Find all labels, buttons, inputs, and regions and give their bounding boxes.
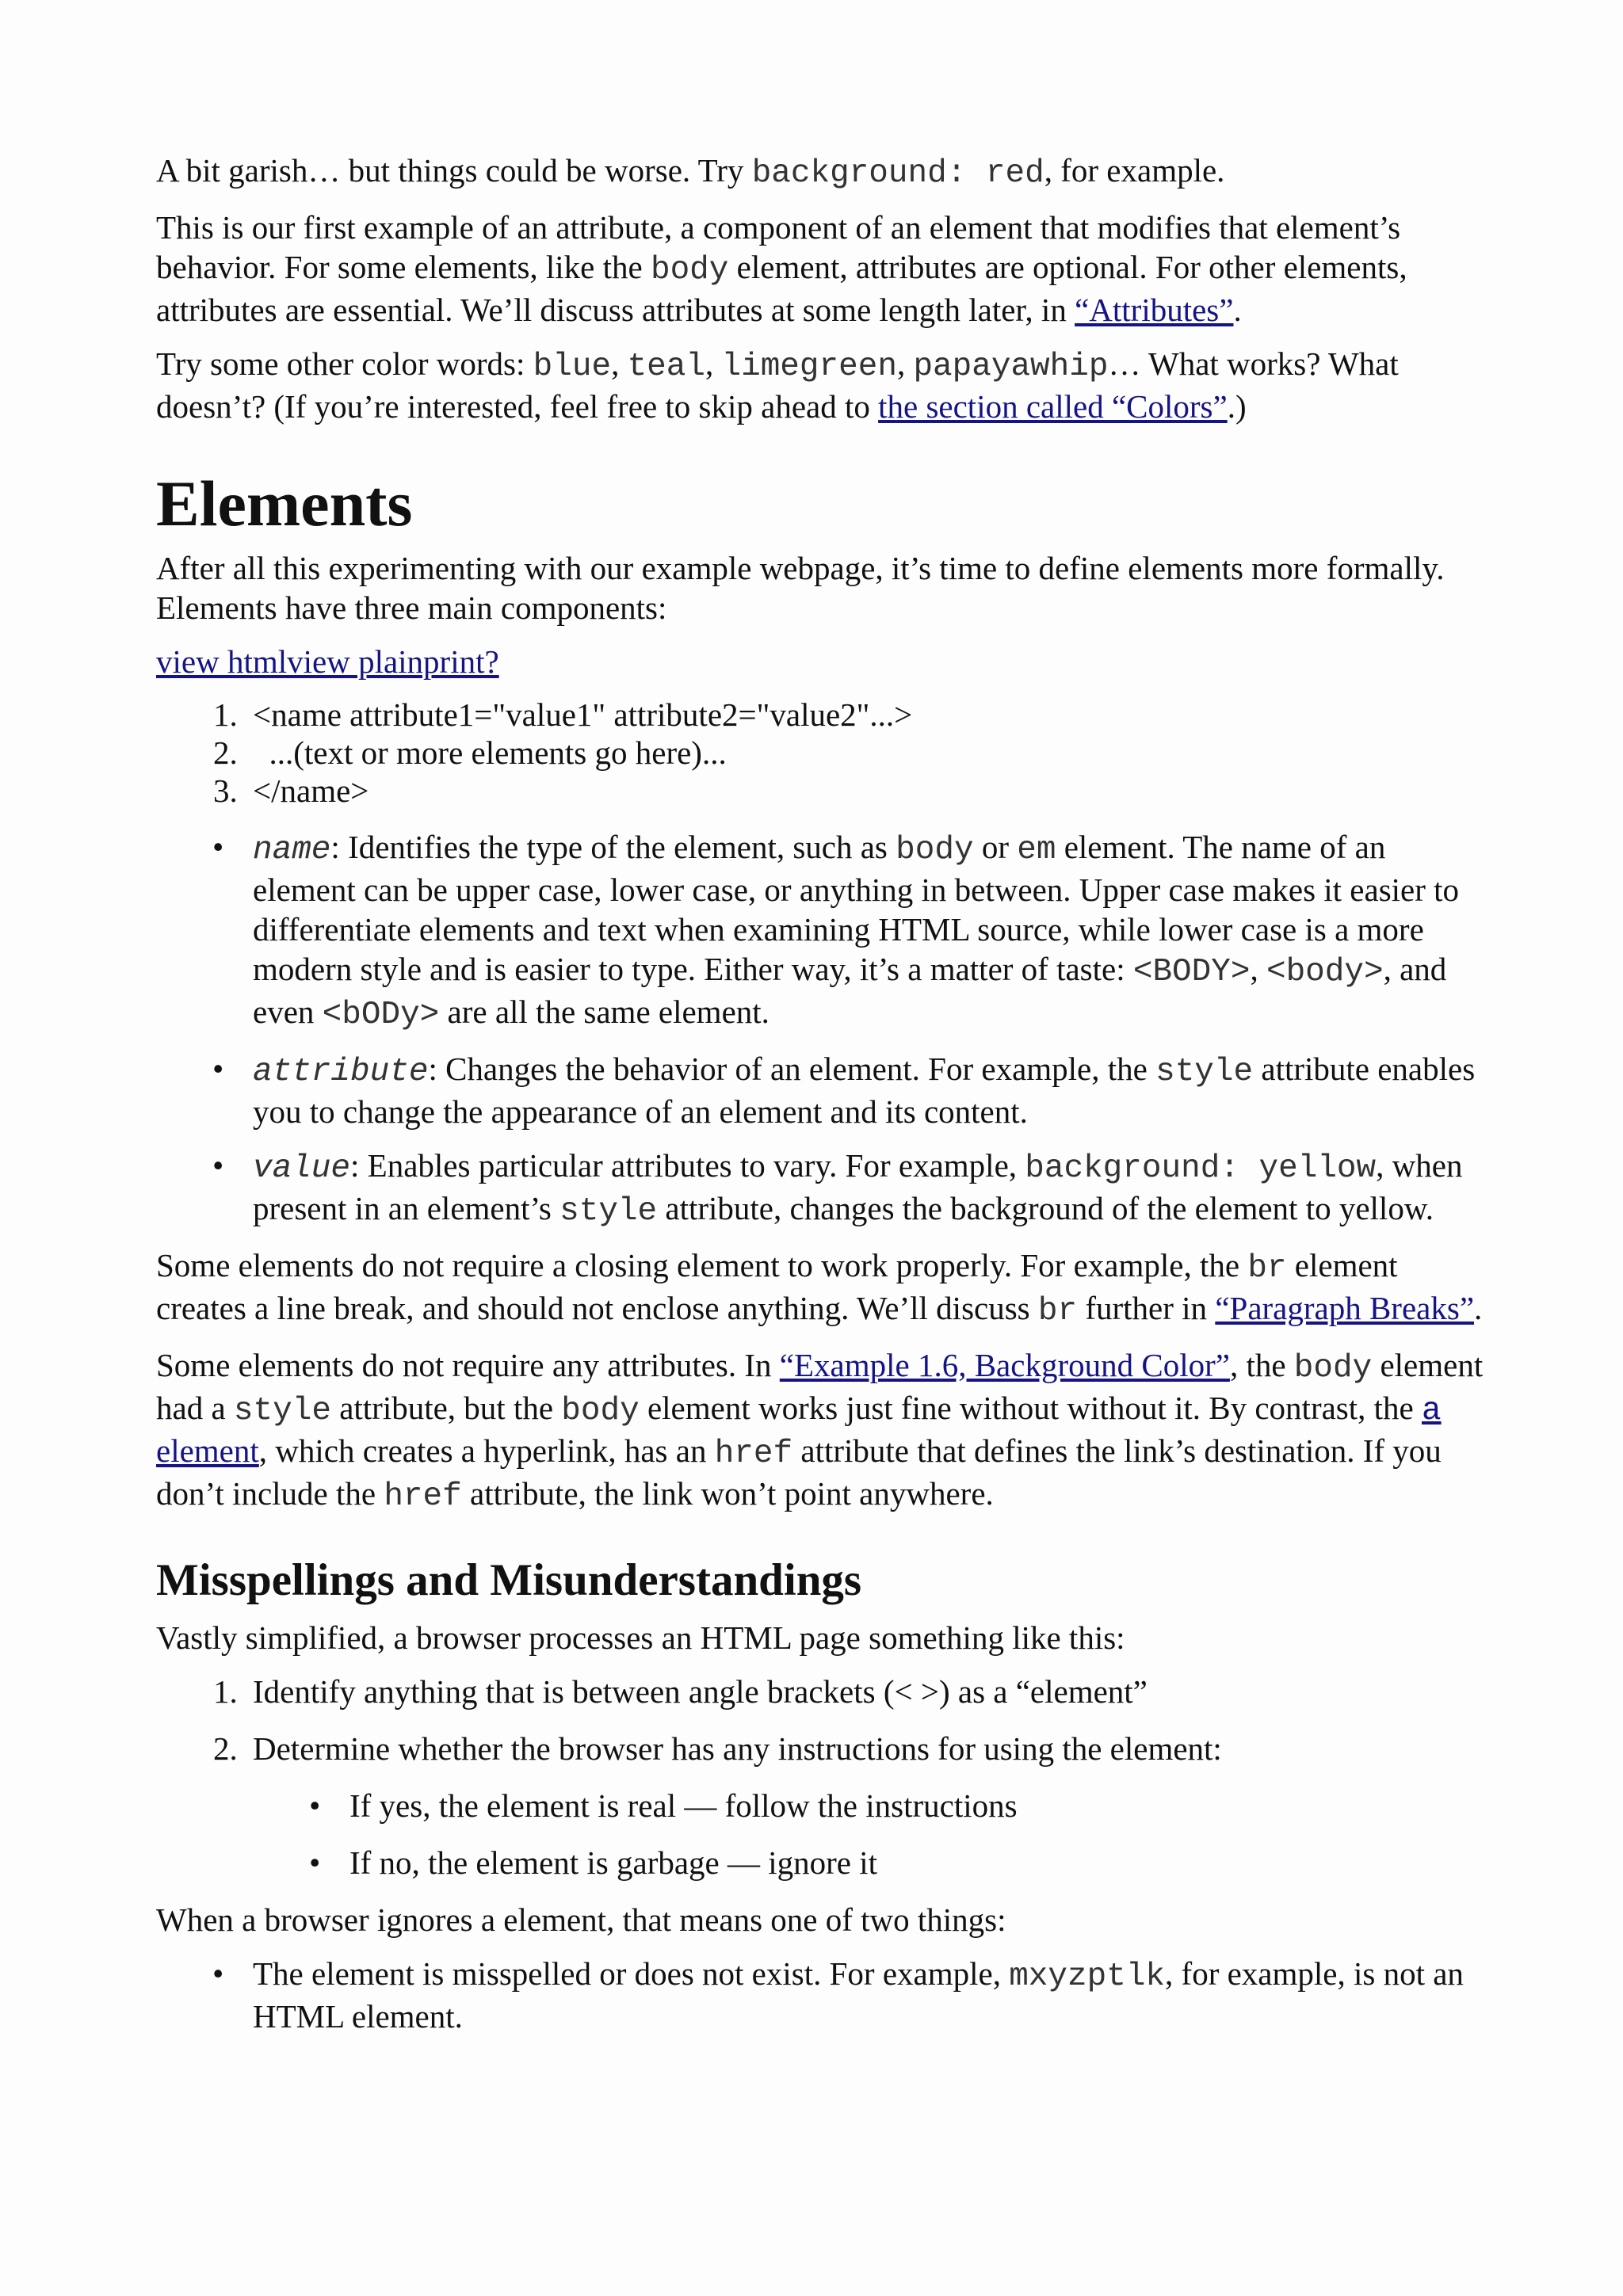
code-body: body <box>650 252 729 288</box>
term-value: value <box>253 1150 351 1187</box>
list-item-misspelled: • The element is misspelled or does not exist. For example, mxyzptlk, for example, is not an HTML element. <box>212 1955 1464 2035</box>
paragraph-browser-process: Vastly simplified, a browser processes an HTML page something like this: <box>156 1619 1125 1656</box>
code-limegreen: limegreen <box>721 349 897 385</box>
code-teal: teal <box>627 349 705 385</box>
paragraph-attributes-optional: Some elements do not require any attributes. In “Example 1.6, Background Color”, the body element had a style attribute, but the body element works just fine without without it. By contrast, the a element, which creates a hyperlink, has an href attribute that defines the link’s destination. If you don’t include the href attribute, the link won’t point anywhere. <box>156 1347 1484 1515</box>
term-name: name <box>253 832 331 868</box>
link-colors-section[interactable]: the section called “Colors” <box>878 388 1228 425</box>
sub-list-item: • If yes, the element is real — follow the instructions <box>309 1787 1018 1824</box>
paragraph-garish: A bit garish… but things could be worse. Try background: red, for example. <box>156 152 1225 192</box>
link-example-background-color[interactable]: “Example 1.6, Background Color” <box>779 1347 1230 1383</box>
code-line: 1. <name attribute1="value1" attribute2="value2"...> <box>213 696 913 733</box>
paragraph-color-words: Try some other color words: blue, teal, limegreen, papayawhip… What works? What doesn’t? (If you’re interested, feel free to skip ahead to the section called “Colors”.) <box>156 345 1399 425</box>
paragraph-closing-element: Some elements do not require a closing element to work properly. For example, the br element creates a line break, and should not enclose anything. We’ll discuss br further in “Paragraph Breaks”. <box>156 1247 1483 1329</box>
code-line: 3. </name> <box>213 772 369 809</box>
heading-elements: Elements <box>156 467 413 540</box>
bullet-icon: • <box>212 1955 224 1992</box>
step-item: 2. Determine whether the browser has any instructions for using the element: • If yes, the element is real — follow the instructions • If no, the element is garbage — ignore it <box>156 1729 1487 1882</box>
code-block <box>156 696 1487 810</box>
term-attribute: attribute <box>253 1054 429 1090</box>
code-blue: blue <box>533 349 612 385</box>
bullet-icon: • <box>212 1147 224 1184</box>
step-sub-list <box>253 1786 1487 1882</box>
list-item-attribute: • attribute: Changes the behavior of an element. For example, the style attribute enables you to change the appearance of an element and its content. <box>212 1051 1476 1130</box>
link-a-element[interactable]: a element <box>156 1393 1442 1469</box>
document-content <box>156 151 1487 2050</box>
bullet-icon: • <box>309 1787 321 1824</box>
bullet-icon: • <box>212 1051 224 1087</box>
browser-steps-list <box>156 1672 1487 1882</box>
code-background-red: background: red <box>751 155 1044 192</box>
link-paragraph-breaks[interactable]: “Paragraph Breaks” <box>1215 1290 1475 1326</box>
paragraph-browser-ignores: When a browser ignores a element, that means one of two things: <box>156 1901 1006 1938</box>
paragraph-attribute-intro: This is our first example of an attribute, a component of an element that modifies that element’s behavior. For some elements, like the body element, attributes are optional. For other elements, attributes are essential. We’ll discuss attributes at some length later, in “Attributes”. <box>156 209 1407 328</box>
link-attributes[interactable]: “Attributes” <box>1075 292 1234 328</box>
list-item-name: • name: Identifies the type of the element, such as body or em element. The name of an element can be upper case, lower case, or anything in between. Upper case makes it easier to differentiate elements and text when examining HTML source, while lower case is a more modern style and is easier to type. Either way, it’s a matter of taste: <BODY>, <body>, and even <bODy> are all the same element. <box>212 829 1460 1033</box>
code-toolbar <box>156 642 1487 681</box>
paragraph-elements-intro: After all this experimenting with our example webpage, it’s time to define elements more formally. Elements have three main components: <box>156 550 1445 626</box>
list-item-value: • value: Enables particular attributes to vary. For example, background: yellow, when present in an element’s style attribute, changes the background of the element to yellow. <box>212 1147 1463 1230</box>
bullet-icon: • <box>309 1844 321 1881</box>
sub-list-item: • If no, the element is garbage — ignore it <box>309 1844 878 1881</box>
element-components-list <box>156 827 1487 1231</box>
code-papayawhip: papayawhip <box>913 349 1109 385</box>
step-item: 1. Identify anything that is between angle brackets (< >) as a “element” <box>213 1673 1148 1710</box>
code-toolbar-link[interactable]: view htmlview plainprint? <box>156 643 499 680</box>
bullet-icon: • <box>212 829 224 865</box>
code-line: 2. ...(text or more elements go here)... <box>213 734 727 771</box>
heading-misspellings: Misspellings and Misunderstandings <box>156 1555 862 1605</box>
ignore-reasons-list <box>156 1954 1487 2036</box>
